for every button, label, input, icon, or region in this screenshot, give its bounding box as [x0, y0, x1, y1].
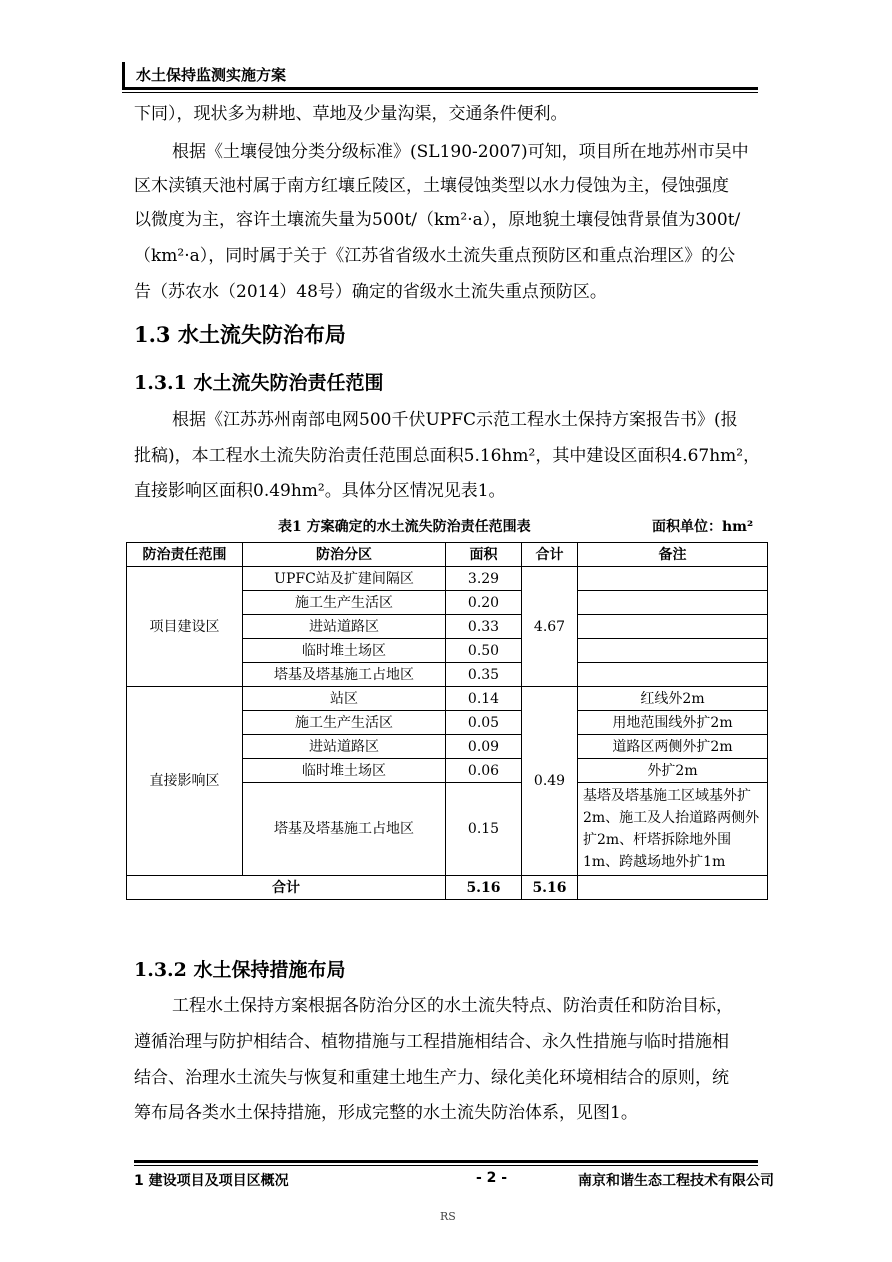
- paragraph-line: 告（苏农水（2014）48号）确定的省级水土流失重点预防区。: [134, 282, 607, 302]
- paragraph-line: 工程水土保持方案根据各防治分区的水土流失特点、防治责任和防治目标，: [172, 996, 733, 1016]
- header-rule-thick: [122, 87, 758, 90]
- paragraph-line: 批稿)，本工程水土流失防治责任范围总面积5.16hm²，其中建设区面积4.67hm²，: [134, 446, 761, 466]
- subsection-heading: 1.3.1 水土流失防治责任范围: [134, 372, 384, 394]
- page-number: - 2 -: [476, 1170, 508, 1186]
- area-cell: 0.50: [446, 639, 522, 663]
- note-cell: [578, 639, 768, 663]
- zone-cell: 塔基及塔基施工占地区: [243, 783, 446, 876]
- note-cell: 外扩2m: [578, 759, 768, 783]
- area-cell: 0.06: [446, 759, 522, 783]
- area-cell: 0.09: [446, 735, 522, 759]
- header-cell: 防治分区: [243, 543, 446, 567]
- zone-cell: 塔基及塔基施工占地区: [243, 663, 446, 687]
- paragraph-line: （km²·a），同时属于关于《江苏省省级水土流失重点预防区和重点治理区》的公: [134, 246, 736, 266]
- area-cell: 0.33: [446, 615, 522, 639]
- zone-cell: 进站道路区: [243, 615, 446, 639]
- subsection-heading: 1.3.2 水土保持措施布局: [134, 959, 346, 981]
- subtotal-cell: 4.67: [522, 567, 578, 687]
- note-cell: [578, 567, 768, 591]
- area-cell: 0.20: [446, 591, 522, 615]
- table-total-row: [127, 876, 768, 900]
- total-label-cell: 合计: [127, 876, 446, 900]
- paragraph-line: 以微度为主，容许土壤流失量为500t/（km²·a），原地貌土壤侵蚀背景值为300t/: [134, 210, 741, 230]
- table-unit: 面积单位：hm²: [652, 519, 754, 535]
- area-cell: 0.05: [446, 711, 522, 735]
- table-header-row: [127, 543, 768, 567]
- zone-cell: UPFC站及扩建间隔区: [243, 567, 446, 591]
- group-name-cell: 项目建设区: [127, 567, 243, 687]
- page-mark: RS: [440, 1210, 456, 1223]
- area-cell: 0.35: [446, 663, 522, 687]
- note-cell: 基塔及塔基施工区域基外扩2m、施工及人抬道路两侧外扩2m、杆塔拆除地外围1m、跨越场地外扩1m: [578, 783, 768, 876]
- total-sum-cell: 5.16: [522, 876, 578, 900]
- paragraph-line: 根据《土壤侵蚀分类分级标准》(SL190-2007)可知，项目所在地苏州市吴中: [172, 142, 749, 162]
- document-title: 水土保持监测实施方案: [136, 66, 287, 84]
- paragraph-line: 筹布局各类水土保持措施，形成完整的水土流失防治体系，见图1。: [134, 1103, 638, 1123]
- table-row: [127, 687, 768, 711]
- total-note-cell: [578, 876, 768, 900]
- note-cell: 红线外2m: [578, 687, 768, 711]
- header-rule-thin: [122, 92, 758, 93]
- header-cell: 合计: [522, 543, 578, 567]
- table-caption: 表1 方案确定的水土流失防治责任范围表: [278, 519, 531, 535]
- paragraph-line: 结合、治理水土流失与恢复和重建土地生产力、绿化美化环境相结合的原则，统: [134, 1068, 729, 1088]
- note-cell: 道路区两侧外扩2m: [578, 735, 768, 759]
- header-cell: 面积: [446, 543, 522, 567]
- paragraph-line: 区木渎镇天池村属于南方红壤丘陵区，土壤侵蚀类型以水力侵蚀为主，侵蚀强度: [134, 176, 729, 196]
- footer-rule-thin: [134, 1165, 758, 1166]
- header-bar: [122, 62, 125, 88]
- zone-cell: 临时堆土场区: [243, 759, 446, 783]
- area-cell: 0.14: [446, 687, 522, 711]
- table-row: [127, 567, 768, 591]
- total-area-cell: 5.16: [446, 876, 522, 900]
- paragraph-line: 根据《江苏苏州南部电网500千伏UPFC示范工程水土保持方案报告书》(报: [172, 410, 738, 430]
- zone-cell: 进站道路区: [243, 735, 446, 759]
- area-cell: 3.29: [446, 567, 522, 591]
- responsibility-range-table: [126, 542, 768, 900]
- note-cell: [578, 663, 768, 687]
- subtotal-cell: 0.49: [522, 687, 578, 876]
- paragraph-line: 遵循治理与防护相结合、植物措施与工程措施相结合、永久性措施与临时措施相: [134, 1032, 729, 1052]
- section-heading: 1.3 水土流失防治布局: [134, 322, 346, 347]
- paragraph-line: 直接影响区面积0.49hm²。具体分区情况见表1。: [134, 481, 506, 501]
- zone-cell: 站区: [243, 687, 446, 711]
- note-cell: [578, 591, 768, 615]
- header-cell: 备注: [578, 543, 768, 567]
- header-cell: 防治责任范围: [127, 543, 243, 567]
- note-cell: 用地范围线外扩2m: [578, 711, 768, 735]
- zone-cell: 施工生产生活区: [243, 591, 446, 615]
- footer-chapter: 1 建设项目及项目区概况: [134, 1173, 289, 1189]
- note-cell: [578, 615, 768, 639]
- area-cell: 0.15: [446, 783, 522, 876]
- group-name-cell: 直接影响区: [127, 687, 243, 876]
- zone-cell: 施工生产生活区: [243, 711, 446, 735]
- footer-company: 南京和谐生态工程技术有限公司: [578, 1173, 774, 1189]
- zone-cell: 临时堆土场区: [243, 639, 446, 663]
- paragraph-line: 下同），现状多为耕地、草地及少量沟渠，交通条件便利。: [134, 104, 568, 124]
- footer-rule-thick: [134, 1160, 758, 1163]
